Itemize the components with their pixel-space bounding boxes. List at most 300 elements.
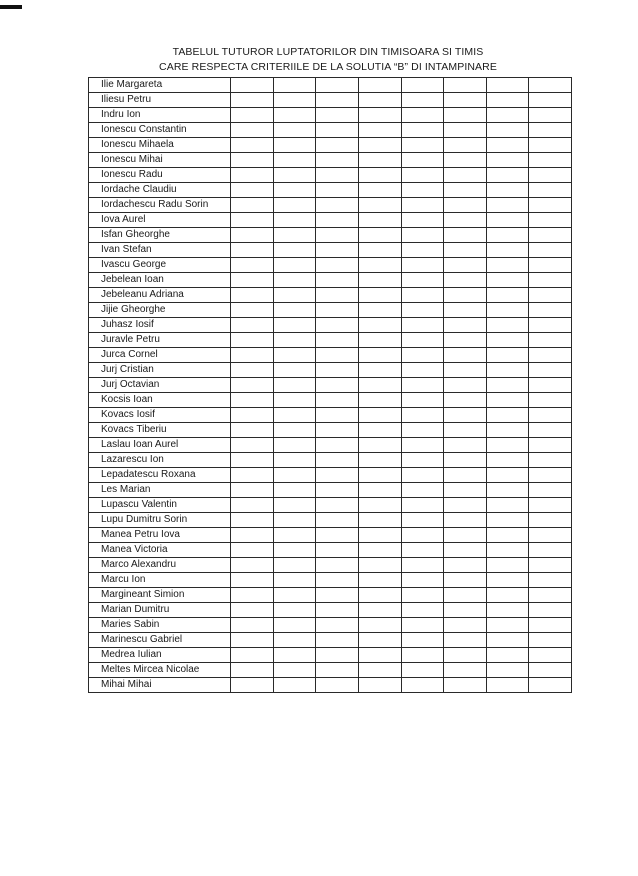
name-cell: Ivan Stefan [89,243,231,258]
blank-cell [316,258,359,273]
blank-cell [401,678,444,693]
table-row [89,393,572,408]
blank-cell [486,108,529,123]
blank-cell [444,588,487,603]
blank-cell [273,348,316,363]
blank-cell [401,663,444,678]
blank-cell [358,648,401,663]
blank-cell [486,243,529,258]
blank-cell [273,138,316,153]
name-cell: Kovacs Iosif [89,408,231,423]
blank-cell [316,153,359,168]
blank-cell [273,558,316,573]
blank-cell [529,393,572,408]
blank-cell [486,198,529,213]
blank-cell [273,648,316,663]
blank-cell [529,483,572,498]
blank-cell [316,303,359,318]
table-row [89,468,572,483]
name-cell: Ionescu Mihaela [89,138,231,153]
blank-cell [401,393,444,408]
name-cell: Iordache Claudiu [89,183,231,198]
blank-cell [401,108,444,123]
name-cell: Marcu Ion [89,573,231,588]
blank-cell [231,588,274,603]
blank-cell [401,558,444,573]
blank-cell [486,138,529,153]
blank-cell [231,93,274,108]
blank-cell [444,93,487,108]
blank-cell [486,168,529,183]
blank-cell [529,648,572,663]
blank-cell [444,168,487,183]
blank-cell [358,198,401,213]
blank-cell [316,333,359,348]
blank-cell [273,423,316,438]
blank-cell [273,573,316,588]
blank-cell [316,378,359,393]
blank-cell [529,423,572,438]
scan-edge-mark [0,5,22,9]
name-cell: Kocsis Ioan [89,393,231,408]
table-row [89,483,572,498]
blank-cell [401,213,444,228]
blank-cell [358,468,401,483]
blank-cell [444,648,487,663]
blank-cell [401,123,444,138]
name-cell: Maries Sabin [89,618,231,633]
blank-cell [529,378,572,393]
blank-cell [273,108,316,123]
name-cell: Manea Petru Iova [89,528,231,543]
blank-cell [231,153,274,168]
blank-cell [486,573,529,588]
blank-cell [444,258,487,273]
blank-cell [358,318,401,333]
table-row [89,438,572,453]
blank-cell [358,273,401,288]
blank-cell [231,498,274,513]
name-cell: Marian Dumitru [89,603,231,618]
blank-cell [273,213,316,228]
blank-cell [273,333,316,348]
blank-cell [316,108,359,123]
blank-cell [486,513,529,528]
blank-cell [401,348,444,363]
blank-cell [401,78,444,93]
blank-cell [273,528,316,543]
blank-cell [444,513,487,528]
blank-cell [273,183,316,198]
blank-cell [231,168,274,183]
blank-cell [316,483,359,498]
table-row [89,213,572,228]
blank-cell [444,393,487,408]
blank-cell [231,228,274,243]
blank-cell [231,273,274,288]
blank-cell [401,513,444,528]
blank-cell [529,573,572,588]
blank-cell [231,483,274,498]
name-cell: Ionescu Constantin [89,123,231,138]
name-cell: Marinescu Gabriel [89,633,231,648]
blank-cell [401,543,444,558]
blank-cell [231,423,274,438]
blank-cell [358,528,401,543]
blank-cell [444,303,487,318]
blank-cell [316,603,359,618]
name-cell: Jurj Cristian [89,363,231,378]
table-row [89,663,572,678]
blank-cell [444,108,487,123]
blank-cell [231,678,274,693]
table-row [89,573,572,588]
blank-cell [529,168,572,183]
blank-cell [358,258,401,273]
blank-cell [273,483,316,498]
blank-cell [273,258,316,273]
blank-cell [529,408,572,423]
blank-cell [401,603,444,618]
blank-cell [273,408,316,423]
name-cell: Lepadatescu Roxana [89,468,231,483]
blank-cell [316,618,359,633]
blank-cell [231,633,274,648]
blank-cell [231,573,274,588]
blank-cell [316,363,359,378]
blank-cell [486,588,529,603]
blank-cell [529,618,572,633]
blank-cell [358,633,401,648]
blank-cell [401,168,444,183]
blank-cell [316,633,359,648]
blank-cell [401,258,444,273]
blank-cell [444,468,487,483]
blank-cell [316,408,359,423]
table-row [89,633,572,648]
blank-cell [529,273,572,288]
blank-cell [358,573,401,588]
blank-cell [486,468,529,483]
blank-cell [231,303,274,318]
blank-cell [273,318,316,333]
blank-cell [401,483,444,498]
name-cell: Iova Aurel [89,213,231,228]
blank-cell [529,513,572,528]
blank-cell [529,543,572,558]
blank-cell [529,288,572,303]
blank-cell [358,543,401,558]
blank-cell [486,438,529,453]
name-cell: Juravle Petru [89,333,231,348]
blank-cell [486,123,529,138]
blank-cell [316,588,359,603]
blank-cell [401,318,444,333]
blank-cell [444,228,487,243]
blank-cell [316,543,359,558]
blank-cell [529,243,572,258]
blank-cell [316,498,359,513]
blank-cell [444,183,487,198]
blank-cell [358,438,401,453]
blank-cell [273,243,316,258]
blank-cell [444,288,487,303]
table-row [89,288,572,303]
blank-cell [529,363,572,378]
blank-cell [401,273,444,288]
blank-cell [231,183,274,198]
blank-cell [231,663,274,678]
blank-cell [529,588,572,603]
blank-cell [358,603,401,618]
name-cell: Les Marian [89,483,231,498]
blank-cell [358,183,401,198]
table-row [89,303,572,318]
blank-cell [273,378,316,393]
blank-cell [273,513,316,528]
name-cell: Meltes Mircea Nicolae [89,663,231,678]
name-cell: Jurca Cornel [89,348,231,363]
blank-cell [273,588,316,603]
blank-cell [316,318,359,333]
name-cell: Isfan Gheorghe [89,228,231,243]
table-row [89,198,572,213]
blank-cell [316,213,359,228]
fighters-table-body [89,78,572,693]
table-row [89,378,572,393]
blank-cell [401,333,444,348]
blank-cell [273,228,316,243]
blank-cell [316,288,359,303]
name-cell: Ivascu George [89,258,231,273]
blank-cell [316,183,359,198]
blank-cell [358,408,401,423]
name-cell: Indru Ion [89,108,231,123]
blank-cell [529,318,572,333]
blank-cell [444,633,487,648]
blank-cell [486,348,529,363]
blank-cell [444,378,487,393]
blank-cell [529,498,572,513]
blank-cell [486,498,529,513]
blank-cell [316,513,359,528]
blank-cell [401,198,444,213]
blank-cell [444,558,487,573]
blank-cell [529,108,572,123]
blank-cell [316,243,359,258]
blank-cell [231,603,274,618]
blank-cell [444,543,487,558]
name-cell: Jebeleanu Adriana [89,288,231,303]
table-row [89,138,572,153]
blank-cell [529,453,572,468]
blank-cell [529,213,572,228]
blank-cell [316,393,359,408]
blank-cell [444,603,487,618]
blank-cell [486,288,529,303]
name-cell: Margineant Simion [89,588,231,603]
table-row [89,108,572,123]
blank-cell [231,213,274,228]
table-row [89,348,572,363]
name-cell: Juhasz Iosif [89,318,231,333]
blank-cell [273,168,316,183]
blank-cell [486,603,529,618]
blank-cell [273,453,316,468]
blank-cell [358,78,401,93]
blank-cell [529,468,572,483]
table-row [89,78,572,93]
blank-cell [444,363,487,378]
blank-cell [401,423,444,438]
blank-cell [231,363,274,378]
blank-cell [529,633,572,648]
blank-cell [358,363,401,378]
blank-cell [273,93,316,108]
blank-cell [486,528,529,543]
table-row [89,318,572,333]
blank-cell [358,393,401,408]
blank-cell [231,543,274,558]
blank-cell [358,498,401,513]
blank-cell [486,228,529,243]
name-cell: Jurj Octavian [89,378,231,393]
blank-cell [231,453,274,468]
blank-cell [231,318,274,333]
blank-cell [273,288,316,303]
blank-cell [486,648,529,663]
blank-cell [401,378,444,393]
table-row [89,153,572,168]
blank-cell [529,333,572,348]
blank-cell [316,423,359,438]
blank-cell [486,408,529,423]
name-cell: Medrea Iulian [89,648,231,663]
name-cell: Ilie Margareta [89,78,231,93]
table-row [89,333,572,348]
blank-cell [401,498,444,513]
table-row [89,408,572,423]
blank-cell [401,138,444,153]
blank-cell [316,438,359,453]
blank-cell [401,228,444,243]
name-cell: Jebelean Ioan [89,273,231,288]
table-row [89,363,572,378]
table-row [89,453,572,468]
blank-cell [444,243,487,258]
blank-cell [358,168,401,183]
blank-cell [316,558,359,573]
blank-cell [231,333,274,348]
blank-cell [273,123,316,138]
blank-cell [231,123,274,138]
blank-cell [529,228,572,243]
blank-cell [401,408,444,423]
blank-cell [358,243,401,258]
document-title-line-1: TABELUL TUTUROR LUPTATORILOR DIN TIMISOARA SI TIMIS [172,46,484,58]
table-row [89,228,572,243]
blank-cell [273,303,316,318]
blank-cell [486,543,529,558]
blank-cell [273,273,316,288]
table-row [89,588,572,603]
blank-cell [358,93,401,108]
blank-cell [316,678,359,693]
blank-cell [529,138,572,153]
blank-cell [401,573,444,588]
blank-cell [401,153,444,168]
blank-cell [316,168,359,183]
blank-cell [444,618,487,633]
name-cell: Lupascu Valentin [89,498,231,513]
blank-cell [401,588,444,603]
blank-cell [486,378,529,393]
blank-cell [316,573,359,588]
blank-cell [358,678,401,693]
table-row [89,123,572,138]
blank-cell [486,393,529,408]
blank-cell [529,438,572,453]
blank-cell [444,408,487,423]
blank-cell [358,213,401,228]
blank-cell [529,348,572,363]
blank-cell [316,648,359,663]
table-row [89,513,572,528]
blank-cell [486,183,529,198]
blank-cell [486,483,529,498]
blank-cell [316,453,359,468]
blank-cell [486,423,529,438]
name-cell: Jijie Gheorghe [89,303,231,318]
blank-cell [231,618,274,633]
blank-cell [444,663,487,678]
table-row [89,543,572,558]
blank-cell [486,78,529,93]
blank-cell [401,93,444,108]
blank-cell [273,78,316,93]
blank-cell [273,438,316,453]
blank-cell [316,348,359,363]
blank-cell [486,363,529,378]
blank-cell [486,273,529,288]
table-row [89,273,572,288]
blank-cell [358,513,401,528]
name-cell: Iliesu Petru [89,93,231,108]
blank-cell [401,183,444,198]
blank-cell [358,663,401,678]
blank-cell [444,453,487,468]
table-row [89,183,572,198]
blank-cell [273,633,316,648]
blank-cell [529,78,572,93]
table-row [89,498,572,513]
blank-cell [231,378,274,393]
blank-cell [444,573,487,588]
blank-cell [273,498,316,513]
blank-cell [273,153,316,168]
blank-cell [401,453,444,468]
blank-cell [444,78,487,93]
table-row [89,258,572,273]
blank-cell [486,153,529,168]
blank-cell [529,198,572,213]
blank-cell [444,198,487,213]
blank-cell [486,333,529,348]
blank-cell [358,123,401,138]
blank-cell [486,618,529,633]
blank-cell [316,468,359,483]
blank-cell [273,393,316,408]
